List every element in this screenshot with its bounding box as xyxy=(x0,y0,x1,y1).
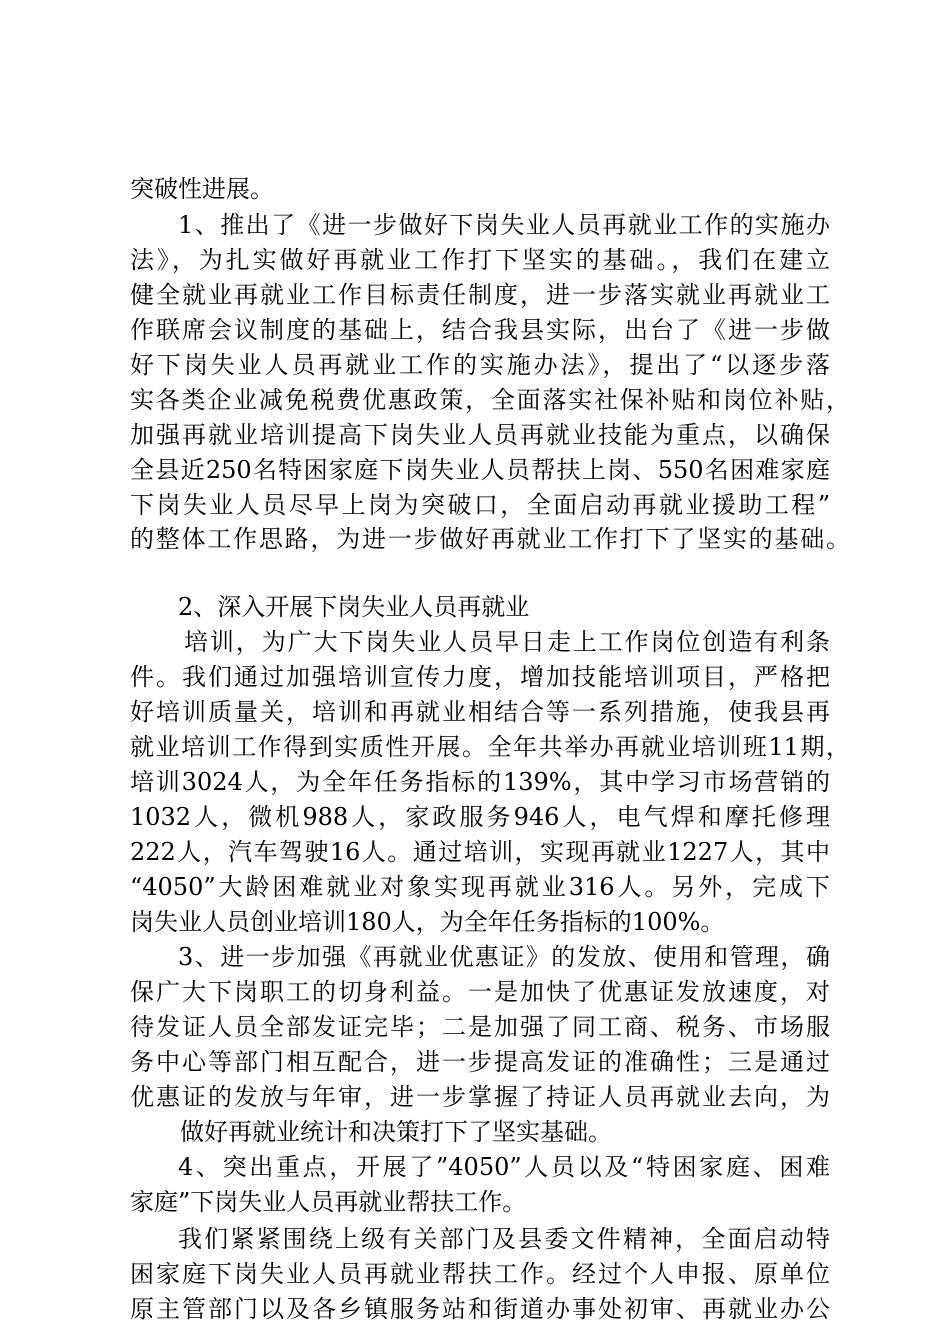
text-line: 加强再就业培训提高下岗失业人员再就业技能为重点，以确保 xyxy=(130,421,830,449)
text-line: 1、推出了《进一步做好下岗失业人员再就业工作的实施办 xyxy=(178,211,830,239)
text-line: 培训3024人，为全年任务指标的139%，其中学习市场营销的 xyxy=(130,768,830,796)
text-line: 我们紧紧围绕上级有关部门及县委文件精神，全面启动特 xyxy=(178,1225,830,1253)
text-line: 就业培训工作得到实质性开展。全年共举办再就业培训班11期， xyxy=(130,733,850,761)
text-line: 务中心等部门相互配合，进一步提高发证的准确性；三是通过 xyxy=(130,1048,830,1076)
text-line: 件。我们通过加强培训宣传力度，增加技能培训项目，严格把 xyxy=(130,663,830,691)
text-line: 3、进一步加强《再就业优惠证》的发放、使用和管理，确 xyxy=(178,943,830,971)
text-line: “4050”大龄困难就业对象实现再就业316人。另外，完成下 xyxy=(130,873,830,901)
text-line: 优惠证的发放与年审，进一步掌握了持证人员再就业去向，为 xyxy=(130,1083,830,1111)
text-line: 培训，为广大下岗失业人员早日走上工作岗位创造有利条 xyxy=(184,628,830,656)
text-line: 做好再就业统计和决策打下了坚实基础。 xyxy=(180,1118,612,1146)
text-line: 作联席会议制度的基础上，结合我县实际，出台了《进一步做 xyxy=(130,316,830,344)
text-line: 原主管部门以及各乡镇服务站和街道办事处初审、再就业办公 xyxy=(130,1295,830,1323)
text-line: 1032人，微机988人，家政服务946人，电气焊和摩托修理 xyxy=(130,803,830,831)
text-line: 岗失业人员创业培训180人，为全年任务指标的100%。 xyxy=(130,908,725,936)
text-line: 下岗失业人员尽早上岗为突破口，全面启动再就业援助工程” xyxy=(130,491,830,519)
text-line: 222人，汽车驾驶16人。通过培训，实现再就业1227人，其中 xyxy=(130,838,830,866)
text-line: 好培训质量关，培训和再就业相结合等一系列措施，使我县再 xyxy=(130,698,830,726)
text-line: 困家庭下岗失业人员再就业帮扶工作。经过个人申报、原单位 xyxy=(130,1260,830,1288)
text-line: 全县近250名特困家庭下岗失业人员帮扶上岗、550名困难家庭 xyxy=(130,456,830,484)
text-line: 健全就业再就业工作目标责任制度，进一步落实就业再就业工 xyxy=(130,281,830,309)
text-line: 法》，为扎实做好再就业工作打下坚实的基础。，我们在建立 xyxy=(130,246,830,274)
text-line: 实各类企业减免税费优惠政策，全面落实社保补贴和岗位补贴， xyxy=(130,386,850,414)
text-line: 4、突出重点，开展了”4050”人员以及“特困家庭、困难 xyxy=(178,1153,830,1181)
text-line: 待发证人员全部发证完毕；二是加强了同工商、税务、市场服 xyxy=(130,1013,830,1041)
text-line: 家庭”下岗失业人员再就业帮扶工作。 xyxy=(130,1188,527,1216)
text-line: 好下岗失业人员再就业工作的实施办法》，提出了“以逐步落 xyxy=(130,351,830,379)
text-line: 的整体工作思路，为进一步做好再就业工作打下了坚实的基础。 xyxy=(130,525,850,553)
section-heading: 2、深入开展下岗失业人员再就业 xyxy=(178,593,530,621)
text-line: 保广大下岗职工的切身利益。一是加快了优惠证发放速度，对 xyxy=(130,978,830,1006)
text-line: 突破性进展。 xyxy=(130,175,274,203)
